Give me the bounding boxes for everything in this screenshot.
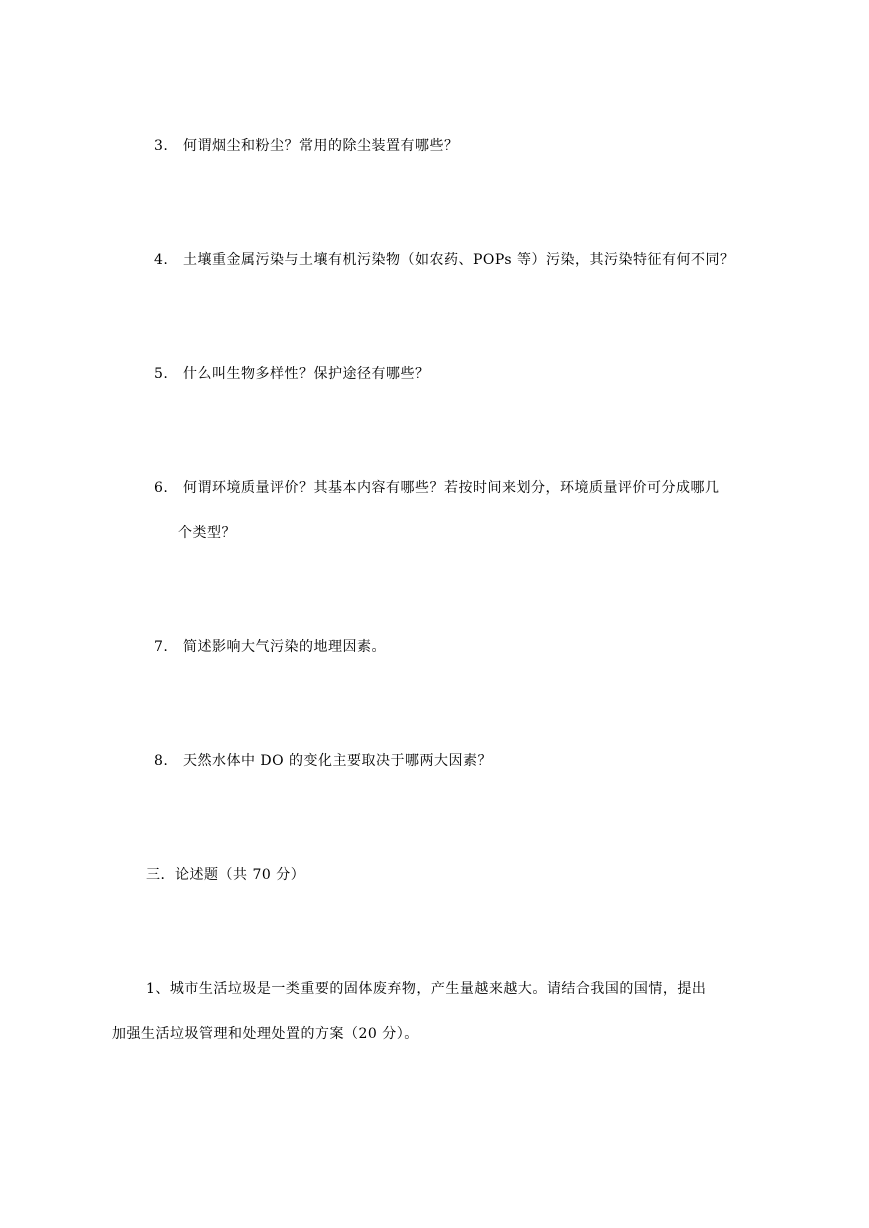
question-text: 何谓烟尘和粉尘？常用的除尘装置有哪些？ xyxy=(182,138,459,154)
question-text: 土壤重金属污染与土壤有机污染物（如农药、POPs 等）污染，其污染特征有何不同？ xyxy=(182,252,735,268)
question-number: 8. xyxy=(154,753,169,769)
question-4 xyxy=(154,250,735,270)
essay-question-line-2: 加强生活垃圾管理和处理处置的方案（20 分）。 xyxy=(112,1026,419,1042)
question-number: 5. xyxy=(154,366,169,382)
section-heading: 三．论述题（共 70 分） xyxy=(146,867,306,883)
question-number: 4. xyxy=(154,252,169,268)
question-8 xyxy=(154,751,492,771)
question-number: 3. xyxy=(154,138,169,154)
question-text: 什么叫生物多样性？保护途径有哪些？ xyxy=(182,366,430,382)
question-number: 6. xyxy=(154,480,169,496)
question-3 xyxy=(154,136,458,156)
essay-question-line-1: 1、城市生活垃圾是一类重要的固体废弃物，产生量越来越大。请结合我国的国情，提出 xyxy=(146,981,707,997)
question-5 xyxy=(154,364,429,384)
question-text: 何谓环境质量评价？其基本内容有哪些？若按时间来划分，环境质量评价可分成哪几 xyxy=(182,480,720,496)
question-6-continuation xyxy=(178,523,236,543)
question-text: 个类型？ xyxy=(178,525,236,541)
question-7 xyxy=(154,637,386,657)
question-text: 天然水体中 DO 的变化主要取决于哪两大因素？ xyxy=(182,753,493,769)
question-number: 7. xyxy=(154,639,169,655)
question-6 xyxy=(154,478,719,498)
question-text: 简述影响大气污染的地理因素。 xyxy=(182,639,386,655)
